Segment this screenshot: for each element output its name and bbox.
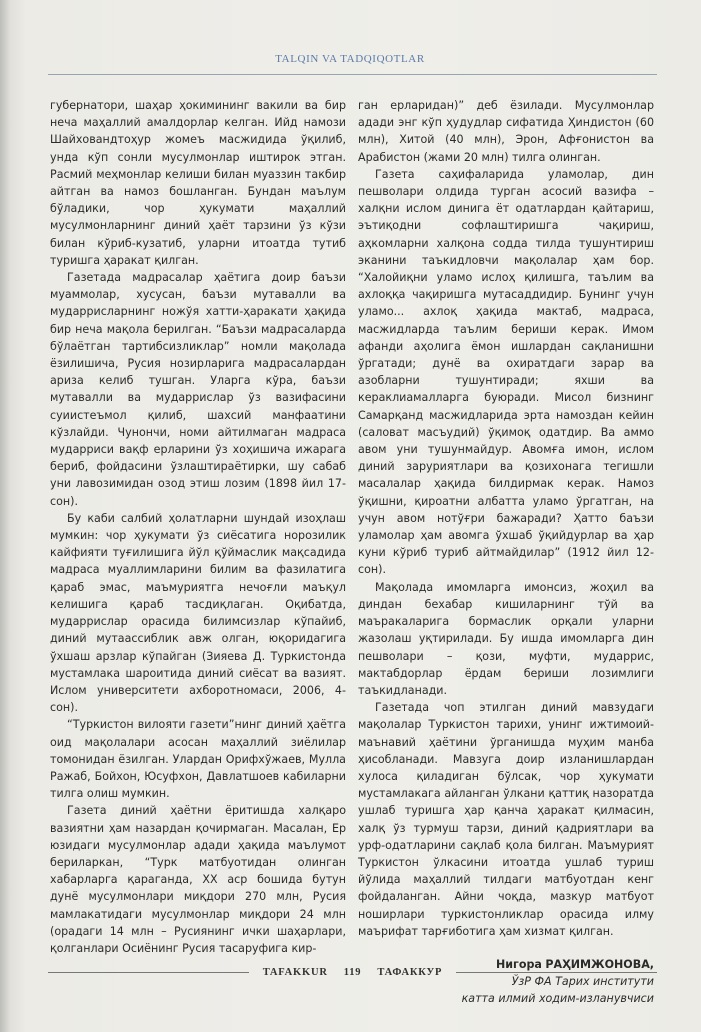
left-paragraph-5: Газета диний ҳаётни ёритишда халқаро вазиятни ҳам назардан қочирмаган. Масалан, Ер юзидаги мусулмонлар адади ҳақида маълумот бериларкан, “Турк матбуотидан олинган хабарларга қараганда, XX аср бошида бутун дунё мусулмонлари миқдори 270 млн, Русия мамлакатидаги мусулмонлар миқдори 24 млн (орадаги 14 млн – Русиянинг ички шаҳарлари, қолганлари Осиёнинг Русия тасаруфига кир- <box>50 804 346 955</box>
left-paragraph-4: “Туркистон вилояти газети”нинг диний ҳаётга оид мақолалари асосан маҳаллий зиёлилар томонидан ёзилган. Улардан Орифхўжаев, Мулла Ражаб, Бойхон, Юсуфхон, Давлатшоев кабиларни тилга олиш мумкин. <box>50 718 346 801</box>
page-binding-shadow <box>0 0 10 1032</box>
header-rule <box>48 74 657 75</box>
footer-journal-latin: TAFAKKUR <box>262 966 328 978</box>
footer-journal-cyrillic: ТАФАККУР <box>377 966 443 978</box>
running-header: TALQIN VA TADQIQOTLAR <box>275 53 425 65</box>
author-affiliation-1: ЎзР ФА Тарих институти <box>511 975 654 989</box>
right-paragraph-3: Мақолада имомларга имонсиз, жоҳил ва диндан бехабар кишиларнинг тўй ва маъракаларига бормаслик орқали уларни жазолаш уқтирилади. Бу ишда имомларга дин пешволари – қози, муфти, мударрис, мактабдорлар ёрдам бериши лозимлиги таъкидланади. <box>358 580 654 697</box>
page-footer <box>48 964 657 980</box>
left-column <box>50 97 346 957</box>
right-paragraph-1: ган ерларидан)” деб ёзилади. Мусулмонлар адади энг кўп ҳудудлар сифатида Ҳиндистон (60 млн), Хитой (40 млн), Эрон, Афғонистон ва Арабистон (жами 20 млн) тилга олинган. <box>358 99 654 164</box>
right-paragraph-4: Газетада чоп этилган диний мавзудаги мақолалар Туркистон тарихи, унинг ижтимоий-маънавий ҳаётини ўрганишда муҳим манба ҳисобланади. Мавзуга доир изланишлардан хулоса қиладиган бўлсак, чор ҳукумати мустамлакага айланган ўлкани қаттиқ назоратда ушлаб туришга ҳар қанча ҳаракат қилмасин, халқ ўз турмуш тарзи, диний қадриятлари ва урф-одатларини сақлаб қола билган. Маъмурият Туркистон ўлкасини итоатда ушлаб туриш йўлида маҳаллий тилдаги матбуотдан кенг фойдаланган. Айни чоқда, мазкур матбуот ноширлари туркистонликлар орасида илму маърифат тарғиботига ҳам хизмат қилган. <box>358 701 654 938</box>
footer-rule-right <box>456 972 657 973</box>
page-number: 119 <box>343 966 362 978</box>
author-first-name: Нигора <box>495 957 542 971</box>
author-last-name: РАҲИМЖОНОВА, <box>545 957 654 971</box>
left-paragraph-2: Газетада мадрасалар ҳаётига доир баъзи муаммолар, хусусан, баъзи мутавалли ва мударрисларнинг ножўя хатти-ҳаракати ҳақида бир неча мақола берилган. “Баъзи мадрасаларда бўлаётган тартибсизликлар” номли мақолада ёзилишича, Русия нозирларига мадрасалардан ариза келиб тушган. Уларга кўра, баъзи мутавалли ва мударрислар ўз вазифасини суиистеъмол қилиб, шахсий манфаатини кўзлайди. Чунончи, номи айтилмаган мадраса мударриси вақф ерларини ўз хоҳишича ижарага бериб, фойдасини ўзлаштираётирки, шу сабаб уни лавозимидан озод этиш лозим (1898 йил 17-сон). <box>50 271 346 508</box>
left-paragraph-3: Бу каби салбий ҳолатларни шундай изоҳлаш мумкин: чор ҳукумати ўз сиёсатига норозилик кайфияти туғилишига йўл қўймаслик мақсадида мадраса муаллимларини билим ва фазилатига қараб эмас, маъмуриятга нечоғли маъқул келишига қараб тасдиқлаган. Оқибатда, мударрислар орасида билимсизлар кўпайиб, диний мутаассиблик авж олган, юқоридагига ўхшаш арзлар кўпайган (Зияева Д. Туркистонда мустамлака шароитида диний сиёсат ва вазият. Ислом университети ахборотномаси, 2006, 4-сон). <box>50 511 346 715</box>
right-column <box>358 97 654 1008</box>
footer-rule-left <box>48 972 249 973</box>
left-paragraph-1: губернатори, шаҳар ҳокимининг вакили ва бир неча маҳаллий амалдорлар келган. Ийд намози Шайховандтоҳур жомеъ масжидида ўқилиб, унда кўп сонли мусулмонлар иштирок этган. Расмий меҳмонлар келиши билан муаззин такбир айтган ва намоз бошланган. Бундан маълум бўладики, чор ҳукумати маҳаллий мусулмонларнинг диний ҳаёт тарзини ўз кўзи билан кўриб-кузатиб, уларни итоатда тутиб туришга ҳаракат қилган. <box>50 99 346 267</box>
author-affiliation-2: катта илмий ходим-изланувчиси <box>461 992 654 1006</box>
right-paragraph-2: Газета саҳифаларида уламолар, дин пешволари олдида турган асосий вазифа – халқни ислом динига ёт одатлардан қайтариш, эътиқодни софлаштиришга чақириш, аҳкомларни халқона содда тилда тушунтириш эканини таъкидловчи мақолалар ҳам бор. “Халойиқни уламо ислоҳ қилишга, таълим ва ахлоққа чақиришга мутасаддидир. Бунинг учун уламо... ахлоқ ҳақида мактаб, мадраса, масжидларда таълим бериши керак. Имом афанди аҳолига ёмон ишлардан сақланишни ўргатади; дунё ва охиратдаги зарар ва азобларни тушунтиради; яхши ва кераклиамалларга буюради. Мисол бизнинг Самарқанд масжидларида эрта намоздан кейин (саловат масъудий) ўқимоқ одатдир. Ва аммо авом уни тушунмайдур. Авомға имон, ислом диний заруриятлари ва қозихонага тегишли масалалар ҳақида билдирмак керак. Намоз ўқишни, қироатни албатта уламо ўргатган, на учун авом нотўғри бажаради? Ҳатто баъзи уламолар ҳам авомга ўхшаб ўқийдурлар ва ҳар куни кўриб туриб айтмайдилар” (1912 йил 12-сон). <box>358 167 654 577</box>
